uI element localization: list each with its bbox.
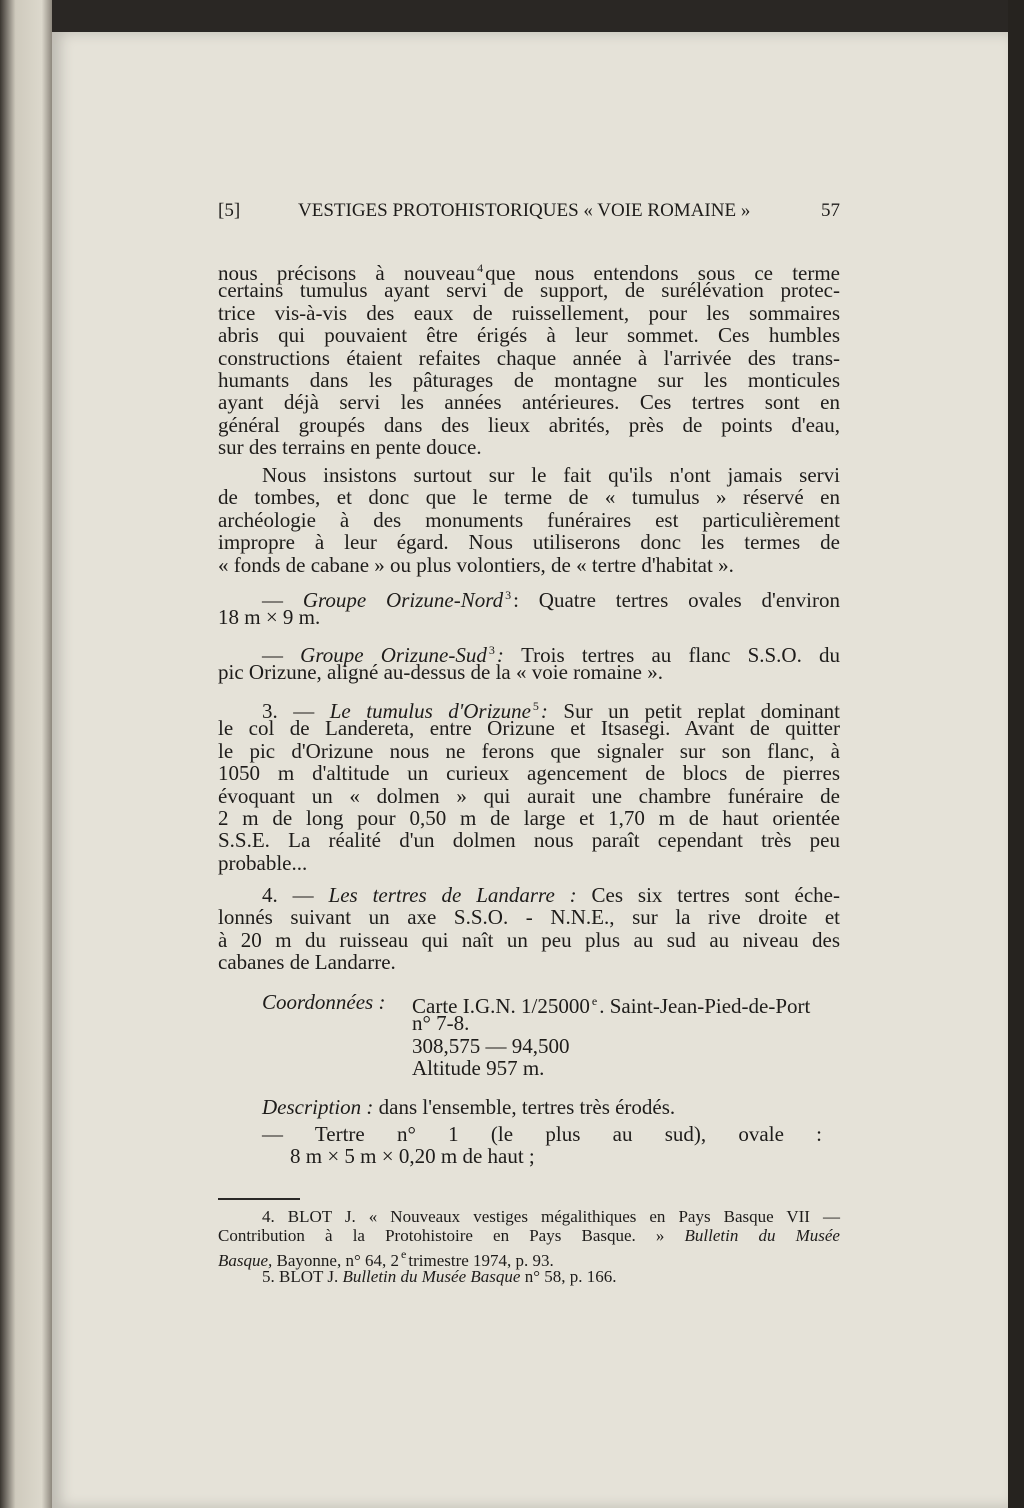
text-line bbox=[218, 1208, 840, 1227]
text-segment: Nous insistons surtout sur le fait qu'ils n'ont jamais servi bbox=[262, 463, 840, 487]
text-line bbox=[218, 302, 840, 324]
text-segment: 18 m × 9 m. bbox=[218, 605, 321, 630]
text-segment: : Quatre tertres ovales d'environ bbox=[513, 588, 840, 612]
paragraph-fonds-de-cabane bbox=[218, 464, 840, 576]
italic-text: Groupe Orizune-Sud bbox=[300, 643, 487, 667]
text-line bbox=[218, 951, 840, 973]
text-line bbox=[218, 906, 840, 928]
text-line bbox=[218, 257, 840, 285]
text-line bbox=[218, 929, 840, 951]
italic-text: Groupe Orizune-Nord bbox=[302, 588, 504, 612]
text-line bbox=[218, 785, 840, 807]
text-segment: impropre à leur égard. Nous utiliserons donc les termes de bbox=[218, 530, 840, 555]
text-line bbox=[218, 717, 840, 739]
text-segment: constructions étaient refaites chaque année à l'arrivée des trans- bbox=[218, 345, 840, 370]
text-segment: général groupés dans des lieux abrités, près de points d'eau, bbox=[218, 412, 840, 437]
running-title: VESTIGES PROTOHISTORIQUES « VOIE ROMAINE » bbox=[298, 200, 751, 221]
text-line bbox=[218, 436, 840, 458]
text-line bbox=[218, 1227, 840, 1246]
italic-text: Bulletin du Musée bbox=[684, 1225, 840, 1245]
text-line bbox=[218, 369, 840, 391]
text-line bbox=[218, 1245, 840, 1270]
text-segment: — bbox=[262, 643, 301, 667]
text-segment: dans l'ensemble, tertres très érodés. bbox=[373, 1095, 676, 1119]
text-line bbox=[218, 391, 840, 413]
text-line bbox=[218, 464, 840, 486]
coordinates-values bbox=[412, 990, 810, 1080]
text-line bbox=[218, 807, 840, 829]
text-line bbox=[218, 884, 840, 906]
text-line bbox=[218, 486, 840, 508]
text-segment: 5. BLOT J. bbox=[262, 1267, 343, 1286]
text-segment: trimestre 1974, p. 93. bbox=[408, 1251, 554, 1270]
tertre-1-entry bbox=[262, 1123, 822, 1168]
text-segment: 308,575 — 94,500 bbox=[412, 1033, 570, 1058]
text-line bbox=[262, 1123, 822, 1145]
text-segment: archéologie à des monuments funéraires est particulièrement bbox=[218, 507, 840, 532]
text-segment: ayant déjà servi les années antérieures. Ces tertres sont en bbox=[218, 390, 840, 415]
superscript: e bbox=[591, 994, 598, 1008]
text-line bbox=[218, 829, 840, 851]
footnote-separator bbox=[218, 1198, 300, 1200]
text-segment: certains tumulus ayant servi de support, de surélévation protec- bbox=[218, 278, 840, 303]
page-number: 57 bbox=[821, 200, 840, 221]
italic-text: Description : bbox=[262, 1095, 374, 1119]
superscript: 3 bbox=[505, 588, 512, 602]
text-segment: Sur un petit replat dominant bbox=[563, 699, 841, 723]
text-segment: 2 m de long pour 0,50 m de large et 1,70 m de haut orientée bbox=[218, 805, 840, 830]
text-segment: Bayonne, n° 64, 2 bbox=[272, 1251, 400, 1270]
text-line bbox=[218, 639, 841, 667]
italic-text: Basque, bbox=[218, 1251, 273, 1270]
text-segment: 4. BLOT J. « Nouveaux vestiges mégalithiques en Pays Basque VII — bbox=[262, 1207, 840, 1226]
text-line bbox=[412, 990, 811, 1018]
text-segment: de tombes, et donc que le terme de « tumulus » réservé en bbox=[218, 485, 840, 510]
text-line bbox=[218, 762, 840, 784]
text-segment: cabanes de Landarre. bbox=[218, 950, 396, 975]
text-line bbox=[218, 279, 840, 301]
text-segment: à 20 m du ruisseau qui naît un peu plus au sud au niveau des bbox=[218, 927, 840, 952]
text-segment: 3. — bbox=[262, 699, 330, 723]
text-segment: 1050 m d'altitude un curieux agencement de blocs de pierres bbox=[218, 761, 840, 786]
text-line bbox=[218, 554, 840, 576]
superscript: e bbox=[401, 1247, 407, 1261]
paragraph-groupe-nord bbox=[218, 584, 840, 629]
text-segment: probable... bbox=[218, 850, 308, 875]
text-segment: sur des terrains en pente douce. bbox=[218, 435, 482, 460]
text-segment: Ces six tertres sont éche- bbox=[576, 883, 840, 907]
text-segment: nous précisons à nouveau bbox=[218, 261, 476, 285]
description-line bbox=[218, 1096, 840, 1118]
facing-page-edge bbox=[0, 0, 52, 1508]
section-number: [5] bbox=[218, 200, 241, 221]
italic-text: : bbox=[496, 643, 522, 667]
text-segment: trice vis-à-vis des eaux de ruissellement, pour les sommaires bbox=[218, 300, 840, 325]
text-segment: abris qui pouvaient être érigés à leur sommet. Ces humbles bbox=[218, 323, 840, 348]
footnote-4 bbox=[218, 1207, 840, 1270]
text-line bbox=[218, 1268, 840, 1287]
coordinates-label: Coordonnées : bbox=[262, 990, 386, 1014]
text-line bbox=[218, 1096, 840, 1118]
italic-text: : bbox=[540, 699, 564, 723]
superscript: 4 bbox=[477, 261, 484, 275]
text-line bbox=[412, 1057, 810, 1079]
text-segment: Contribution à la Protohistoire en Pays Basque. » bbox=[218, 1225, 685, 1245]
scan-border bbox=[1008, 0, 1024, 1508]
text-line bbox=[218, 347, 840, 369]
text-line bbox=[218, 414, 840, 436]
text-segment: Altitude 957 m. bbox=[412, 1056, 545, 1081]
text-line bbox=[218, 584, 840, 612]
text-segment: — bbox=[262, 588, 303, 612]
text-segment: pic Orizune, aligné au-dessus de la « voie romaine ». bbox=[218, 660, 663, 685]
text-line bbox=[218, 740, 840, 762]
paragraph-tumulus-orizune bbox=[218, 695, 840, 874]
paragraph-tertres-landarre bbox=[218, 884, 840, 974]
text-segment: le pic d'Orizune nous ne ferons que signaler sur son flanc, à bbox=[218, 738, 840, 763]
superscript: 5 bbox=[532, 699, 539, 713]
text-segment: 4. — bbox=[262, 883, 329, 907]
text-segment: Carte I.G.N. 1/25000 bbox=[412, 994, 590, 1018]
text-line bbox=[218, 695, 841, 723]
text-line bbox=[218, 324, 840, 346]
text-segment: n° 58, p. 166. bbox=[520, 1267, 617, 1286]
text-line bbox=[218, 852, 840, 874]
text-segment: « fonds de cabane » ou plus volontiers, de « tertre d'habitat ». bbox=[218, 552, 734, 577]
text-line bbox=[262, 1145, 822, 1167]
superscript: 3 bbox=[488, 643, 495, 657]
text-line bbox=[218, 509, 840, 531]
text-segment: humants dans les pâturages de montagne sur les monticules bbox=[218, 367, 840, 392]
text-segment: Trois tertres au flanc S.S.O. du bbox=[521, 643, 841, 667]
text-segment: — Tertre n° 1 (le plus au sud), ovale : bbox=[262, 1122, 822, 1146]
text-line bbox=[218, 531, 840, 553]
text-line bbox=[412, 1035, 810, 1057]
text-segment: . Saint-Jean-Pied-de-Port bbox=[599, 994, 811, 1018]
text-segment: le col de Landereta, entre Orizune et Itsasegi. Avant de quitter bbox=[218, 716, 840, 741]
italic-text: Les tertres de Landarre : bbox=[328, 883, 577, 907]
text-segment: S.S.E. La réalité d'un dolmen nous paraît cependant très peu bbox=[218, 828, 840, 853]
text-segment: n° 7-8. bbox=[412, 1011, 470, 1036]
footnote-5 bbox=[218, 1268, 840, 1287]
text-segment: lonnés suivant un axe S.S.O. - N.N.E., sur la rive droite et bbox=[218, 905, 840, 930]
text-segment: que nous entendons sous ce terme bbox=[485, 261, 840, 285]
text-segment: 8 m × 5 m × 0,20 m de haut ; bbox=[290, 1144, 535, 1169]
text-segment: évoquant un « dolmen » qui aurait une chambre funéraire de bbox=[218, 783, 840, 808]
paragraph-groupe-sud bbox=[218, 639, 840, 684]
italic-text: Bulletin du Musée Basque bbox=[342, 1267, 521, 1286]
paragraph-intro bbox=[218, 257, 840, 459]
italic-text: Le tumulus d'Orizune bbox=[329, 699, 531, 723]
running-header bbox=[218, 200, 840, 224]
